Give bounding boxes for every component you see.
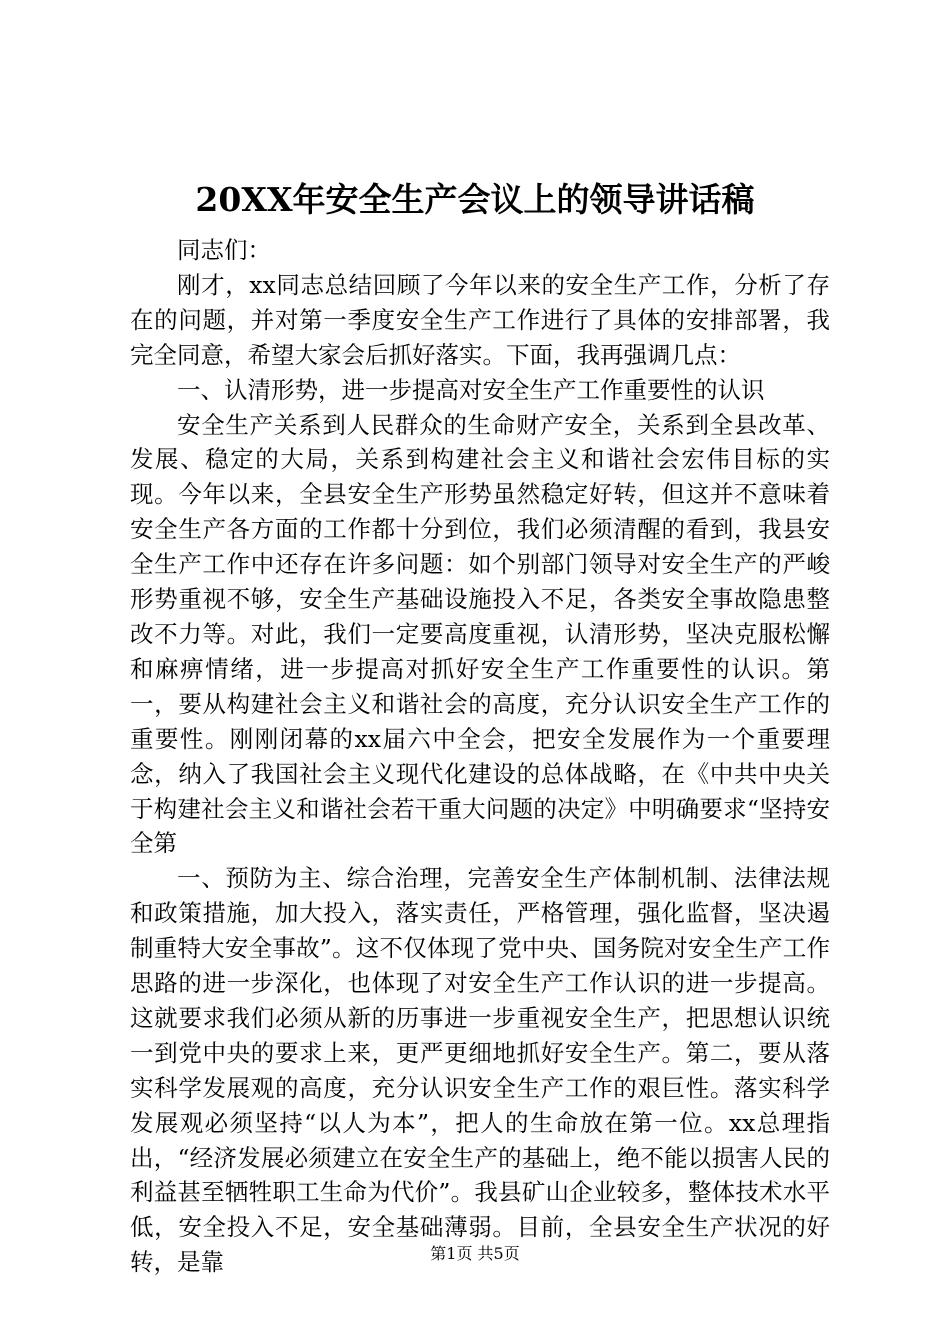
page-footer: 第1页 共5页 (430, 1244, 520, 1263)
paragraph-intro: 刚才，xx同志总结回顾了今年以来的安全生产工作，分析了存在的问题，并对第一季度安全生产工作进行了具体的安排部署，我完全同意，希望大家会后抓好落实。下面，我再强调几点： (130, 270, 830, 369)
document-title: 20XX年安全生产会议上的领导讲话稿 (195, 180, 755, 219)
document-body (130, 233, 830, 1280)
paragraph-body-1: 安全生产关系到人民群众的生命财产安全，关系到全县改革、发展、稳定的大局，关系到构建社会主义和谐社会宏伟目标的实现。今年以来，全县安全生产形势虽然稳定好转，但这并不意味着安全生产各方面的工作都十分到位，我们必须清醒的看到，我县安全生产工作中还存在许多问题：如个别部门领导对安全生产的严峻形势重视不够，安全生产基础设施投入不足，各类安全事故隐患整改不力等。对此，我们一定要高度重视，认清形势，坚决克服松懈和麻痹情绪，进一步提高对抓好安全生产工作重要性的认识。第一，要从构建社会主义和谐社会的高度，充分认识安全生产工作的重要性。刚刚闭幕的xx届六中全会，把安全发展作为一个重要理念，纳入了我国社会主义现代化建设的总体战略，在《中共中央关于构建社会主义和谐社会若干重大问题的决定》中明确要求“坚持安全第 (130, 410, 830, 858)
paragraph-heading-1: 一、认清形势，进一步提高对安全生产工作重要性的认识 (177, 375, 765, 404)
paragraph-body-2: 一、预防为主、综合治理，完善安全生产体制机制、法律法规和政策措施，加大投入，落实责任，严格管理，强化监督，坚决遏制重特大安全事故”。这不仅体现了党中央、国务院对安全生产工作思路的进一步深化，也体现了对安全生产工作认识的进一步提高。这就要求我们必须从新的历事进一步重视安全生产，把思想认识统一到党中央的要求上来，更严更细地抓好安全生产。第二，要从落实科学发展观的高度，充分认识安全生产工作的艰巨性。落实科学发展观必须坚持“以人为本”，把人的生命放在第一位。xx总理指出，“经济发展必须建立在安全生产的基础上，绝不能以损害人民的利益甚至牺牲职工生命为代价”。我县矿山企业较多，整体技术水平低，安全投入不足，安全基础薄弱。目前，全县安全生产状况的好转，是靠 (130, 864, 830, 1277)
paragraph-salutation: 同志们： (177, 236, 271, 264)
